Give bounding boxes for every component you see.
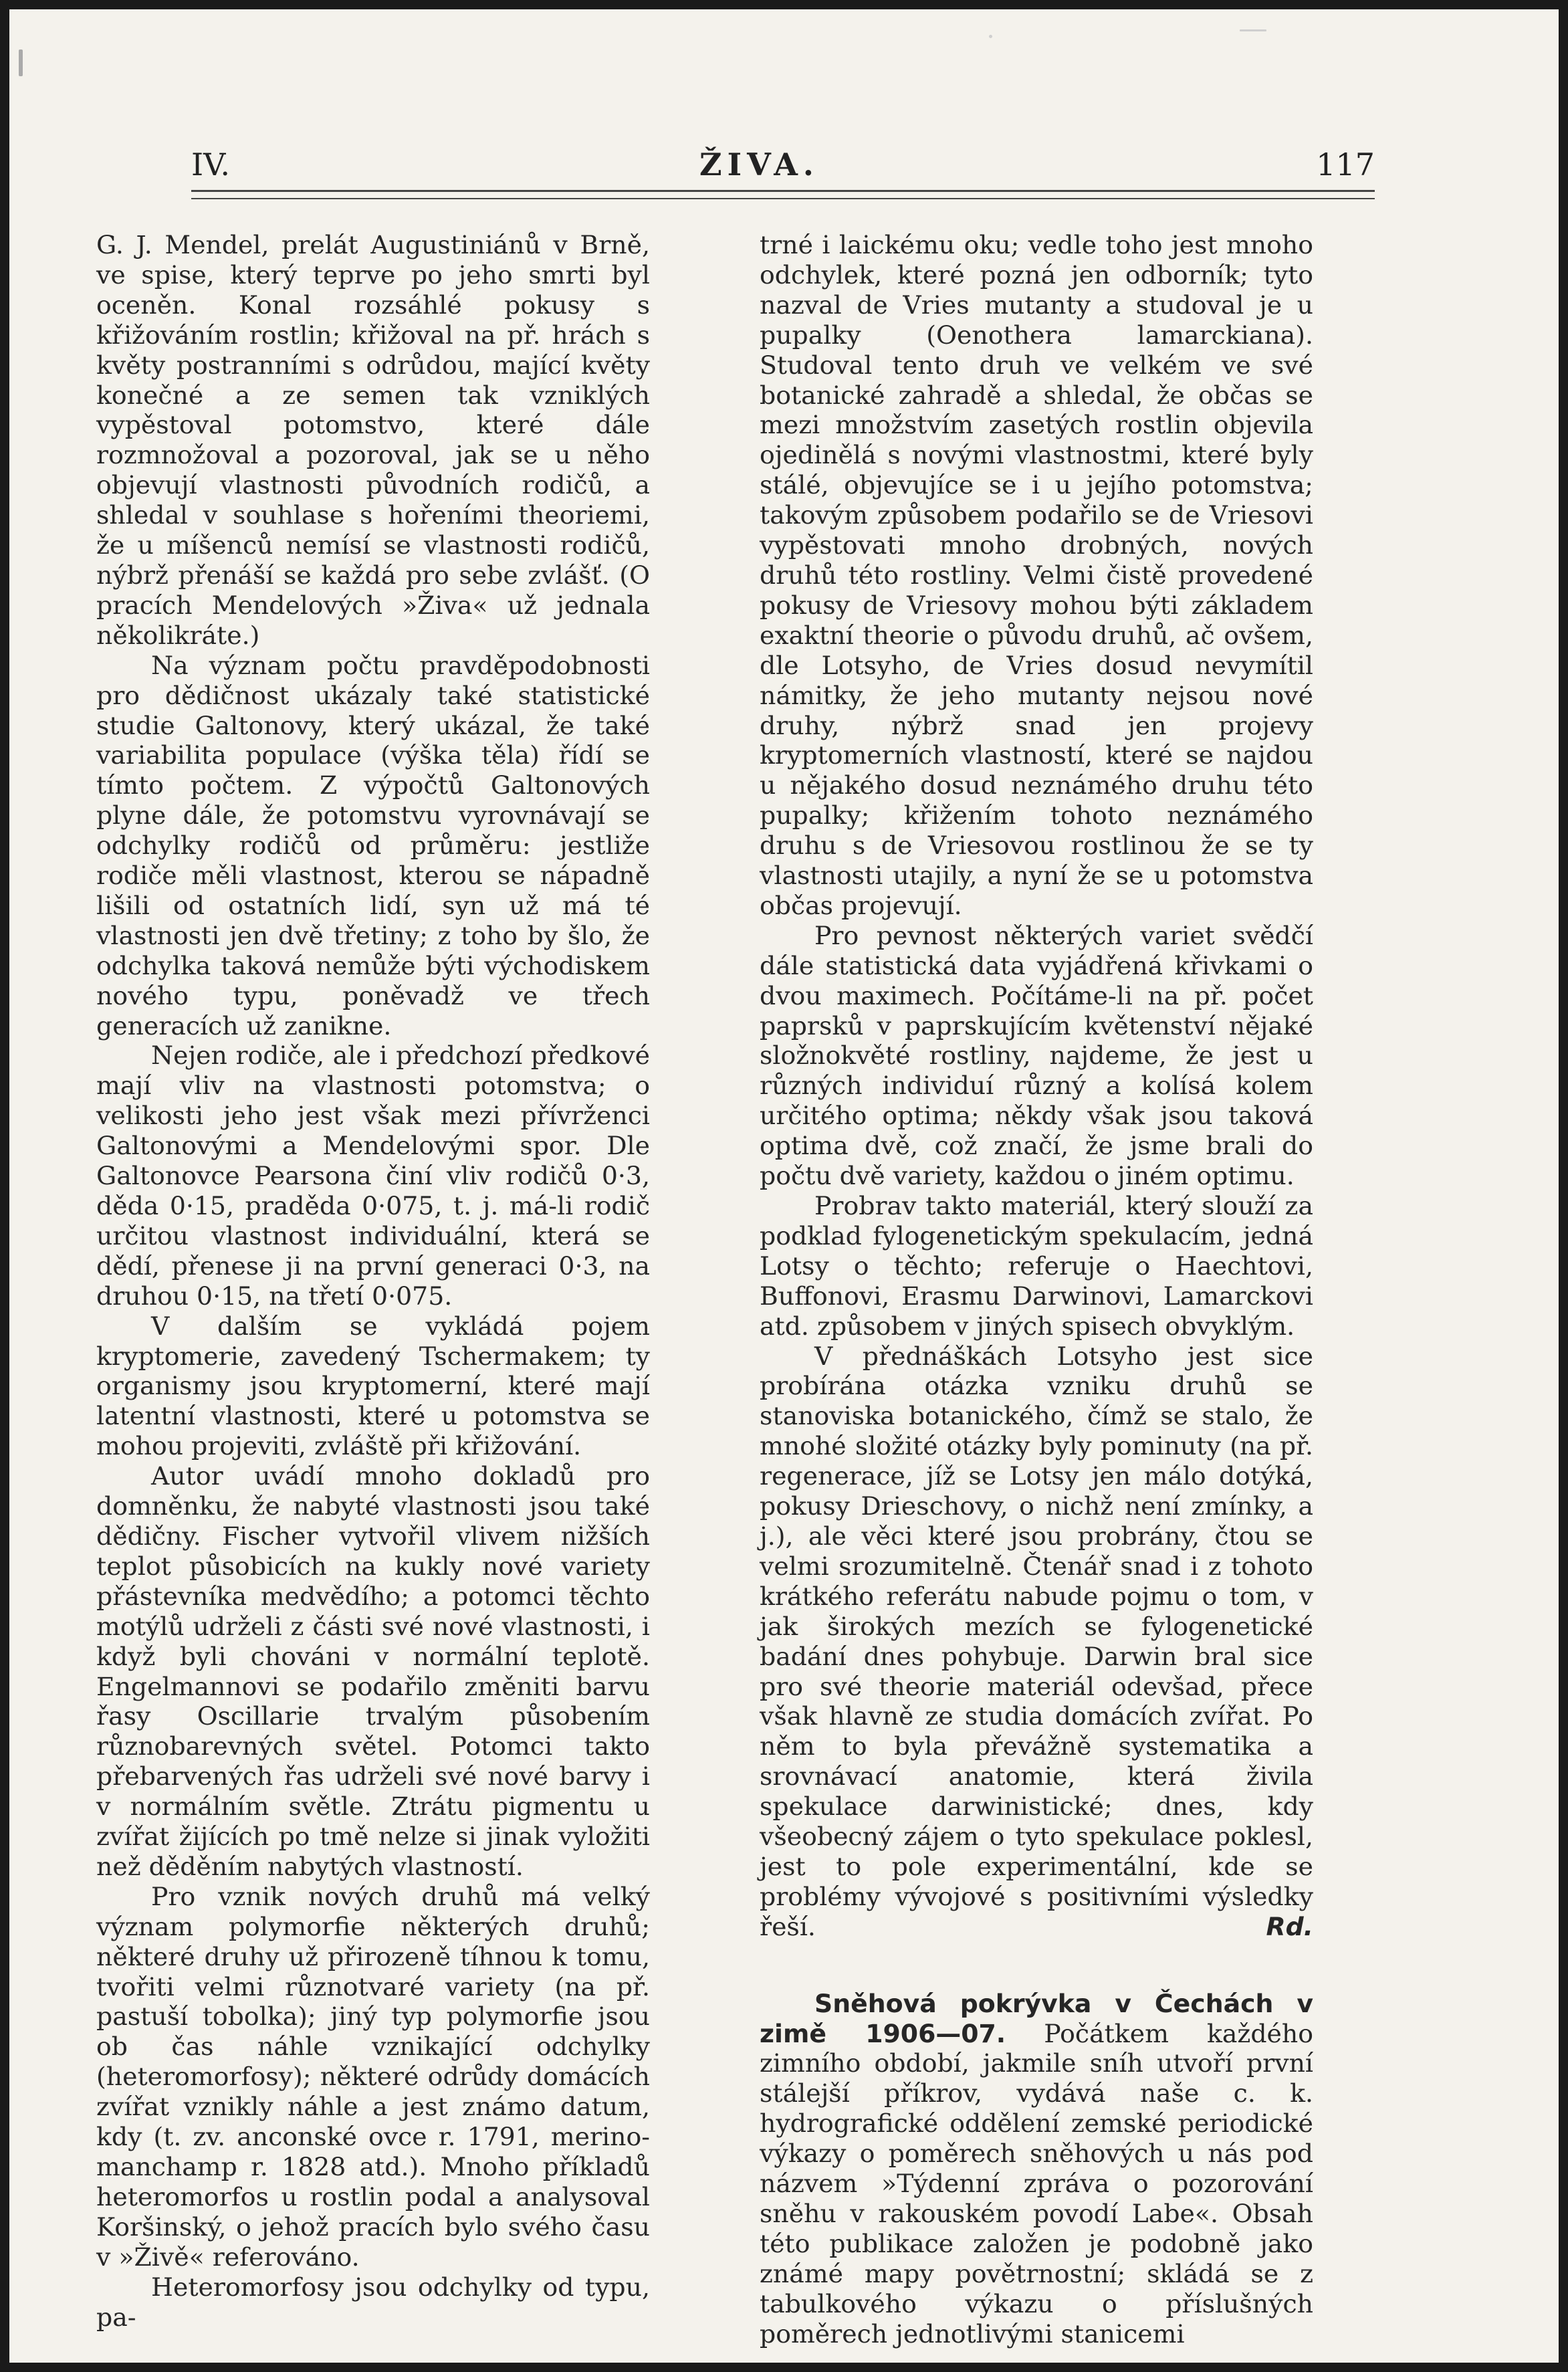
header-rule-thin: [191, 198, 1375, 199]
paragraph-with-signature: [760, 1341, 1313, 1942]
page-header: [191, 146, 1375, 200]
paragraph: Probrav takto materiál, který slouží za podklad fylogenetickým spekulacím, jedná Lotsy o těchto; referuje o Haechtovi, Buffonovi, Erasmu Darwinovi, Lamarckovi atd. způsobem v jiných spisech obvyklým.: [760, 1191, 1313, 1341]
section-title: Sněhová pokrývka v Čechách v zimě 1906—07.: [760, 1988, 1313, 2048]
volume-number: IV.: [191, 146, 230, 183]
header-rule: [191, 190, 1375, 192]
author-signature: Rd.: [1266, 1911, 1313, 1941]
journal-title: ŽIVA.: [699, 146, 819, 183]
page-number: 117: [1316, 146, 1375, 183]
paragraph: Pro pevnost některých variet svědčí dále statistická data vyjádřená křivkami o dvou maximech. Počítáme-li na př. počet paprsků v paprskujícím květenství nějaké složnokvěté rostliny, najdeme, že jest u různých individuí různý a kolísá kolem určitého optima; někdy však jsou taková optima dvě, což značí, že jsme brali do počtu dvě variety, každou o jiném optimu.: [760, 920, 1313, 1191]
paragraph: trné i laickému oku; vedle toho jest mnoho odchylek, které pozná jen odborník; tyto nazval de Vries mutanty a studoval je u pupalky (Oenothera lamarckiana). Studoval tento druh ve velkém ve své botanické zahradě a shledal, že občas se mezi množstvím zasetých rostlin objevila ojedinělá s novými vlastnostmi, které byly stálé, objevujíce se i u jejího potomstva; takovým způsobem podařilo se de Vriesovi vypěstovati mnoho drobných, nových druhů této rostliny. Velmi čistě provedené pokusy de Vriesovy mohou býti základem exaktní theorie o původu druhů, ač ovšem, dle Lotsyho, de Vries dosud nevymítil námitky, že jeho mutanty nejsou nové druhy, nýbrž snad jen projevy kryptomerních vlastností, které se najdou u nějakého dosud neznámého druhu této pupalky; křižením tohoto neznámého druhu s de Vriesovou rostlinou že se ty vlastnosti utajily, a nyní že se u potomstva občas projevují.: [760, 230, 1313, 920]
left-column: [96, 230, 650, 2332]
page: [9, 9, 1559, 2363]
scan-mark: [19, 49, 23, 76]
paragraph: Heteromorfosy jsou odchylky od typu, pa-: [96, 2272, 650, 2332]
paragraph: G. J. Mendel, prelát Augustiniánů v Brně, ve spise, který teprve po jeho smrti byl oceněn. Konal rozsáhlé pokusy s křižováním rostlin; křižoval na př. hrách s květy postranními s odrůdou, mající květy konečné a ze semen tak vzniklých vypěstoval potomstvo, které dále rozmnožoval a pozoroval, jak se u něho objevují vlastnosti původních rodičů, a shledal v souhlase s hořeními theoriemi, že u míšenců nemísí se vlastnosti rodičů, nýbrž přenáší se každá pro sebe zvlášť. (O pracích Mendelových »Živa« už jednala několikráte.): [96, 230, 650, 650]
paragraph: V dalším se vykládá pojem kryptomerie, zavedený Tschermakem; ty organismy jsou kryptomerní, které mají latentní vlastnosti, které u potomstva se mohou projeviti, zvláště při křižování.: [96, 1311, 650, 1461]
paragraph: Nejen rodiče, ale i předchozí předkové mají vliv na vlastnosti potomstva; o velikosti jeho jest však mezi přívrženci Galtonovými a Mendelovými spor. Dle Galtonovce Pearsona činí vliv rodičů 0·3, děda 0·15, praděda 0·075, t. j. má-li rodič určitou vlastnost individuální, která se dědí, přenese ji na první generaci 0·3, na druhou 0·15, na třetí 0·075.: [96, 1041, 650, 1311]
paragraph: Pro vznik nových druhů má velký význam polymorfie některých druhů; některé druhy už přirozeně tíhnou k tomu, tvořiti velmi různotvaré variety (na př. pastuší tobolka); jiný typ polymorfie jsou ob čas náhle vznikající odchylky (heteromorfosy); některé odrůdy domácích zvířat vznikly náhle a jest známo datum, kdy (t. zv. anconské ovce r. 1791, merino-manchamp r. 1828 atd.). Mnoho příkladů heteromorfos u rostlin podal a analysoval Koršinský, o jehož pracích bylo svého času v »Živě« referováno.: [96, 1881, 650, 2272]
scan-dust: [989, 35, 992, 38]
section-text: Počátkem každého zimního období, jakmile sníh utvoří první stálejší příkrov, vydává naše c. k. hydrografické oddělení zemské periodické výkazy o poměrech sněhových u nás pod názvem »Týdenní zpráva o pozorování sněhu v rakouském povodí Labe«. Obsah této publikace založen je podobně jako známé mapy povětrnostní; skládá se z tabulkového výkazu o příslušných poměrech jednotlivými stanicemi: [760, 2018, 1314, 2349]
scan-dust: [1240, 29, 1266, 31]
paragraph: Na význam počtu pravděpodobnosti pro dědičnost ukázaly také statistické studie Galtonovy, který ukázal, že také variabilita populace (výška těla) řídí se tímto počtem. Z výpočtů Galtonových plyne dále, že potomstvu vyrovnávají se odchylky rodičů od průměru: jestliže rodiče měli vlastnost, kterou se nápadně lišili od ostatních lidí, syn už má té vlastnosti jen dvě třetiny; z toho by šlo, že odchylka taková nemůže býti východiskem nového typu, poněvadž ve třech generacích už zanikne.: [96, 650, 650, 1041]
section-paragraph: [760, 1989, 1313, 2349]
paragraph: Autor uvádí mnoho dokladů pro domněnku, že nabyté vlastnosti jsou také dědičny. Fischer vytvořil vlivem nižších teplot působicích na kukly nové variety přástevníka medvědího; a potomci těchto motýlů udrželi z části své nové vlastnosti, i když byli chováni v normální teplotě. Engelmannovi se podařilo změniti barvu řasy Oscillarie trvalým působením různobarevných světel. Potomci takto přebarvených řas udrželi své nové barvy i v normálním světle. Ztrátu pigmentu u zvířat žijících po tmě nelze si jinak vyložiti než děděním nabytých vlastností.: [96, 1461, 650, 1881]
right-column: [760, 230, 1314, 2349]
paragraph-text: V přednáškách Lotsyho jest sice probírána otázka vzniku druhů se stanoviska botanického, čímž se stalo, že mnohé složité otázky byly pominuty (na př. regenerace, jíž se Lotsy jen málo dotýká, pokusy Drieschovy, o nichž není zmínky, a j.), ale věci které jsou probrány, čtou se velmi srozumitelně. Čtenář snad i z tohoto krátkého referátu nabude pojmu o tom, v jak širokých mezích se fylogenetické badání dnes pohybuje. Darwin bral sice pro své theorie materiál odevšad, přece však hlavně ze studia domácích zvířat. Po něm to byla převážně systematika a srovnávací anatomie, která živila spekulace darwinistické; dnes, kdy všeobecný zájem o tyto spekulace poklesl, jest to pole experimentální, kde se problémy vývojové s positivními výsledky řeší.: [760, 1341, 1313, 1941]
